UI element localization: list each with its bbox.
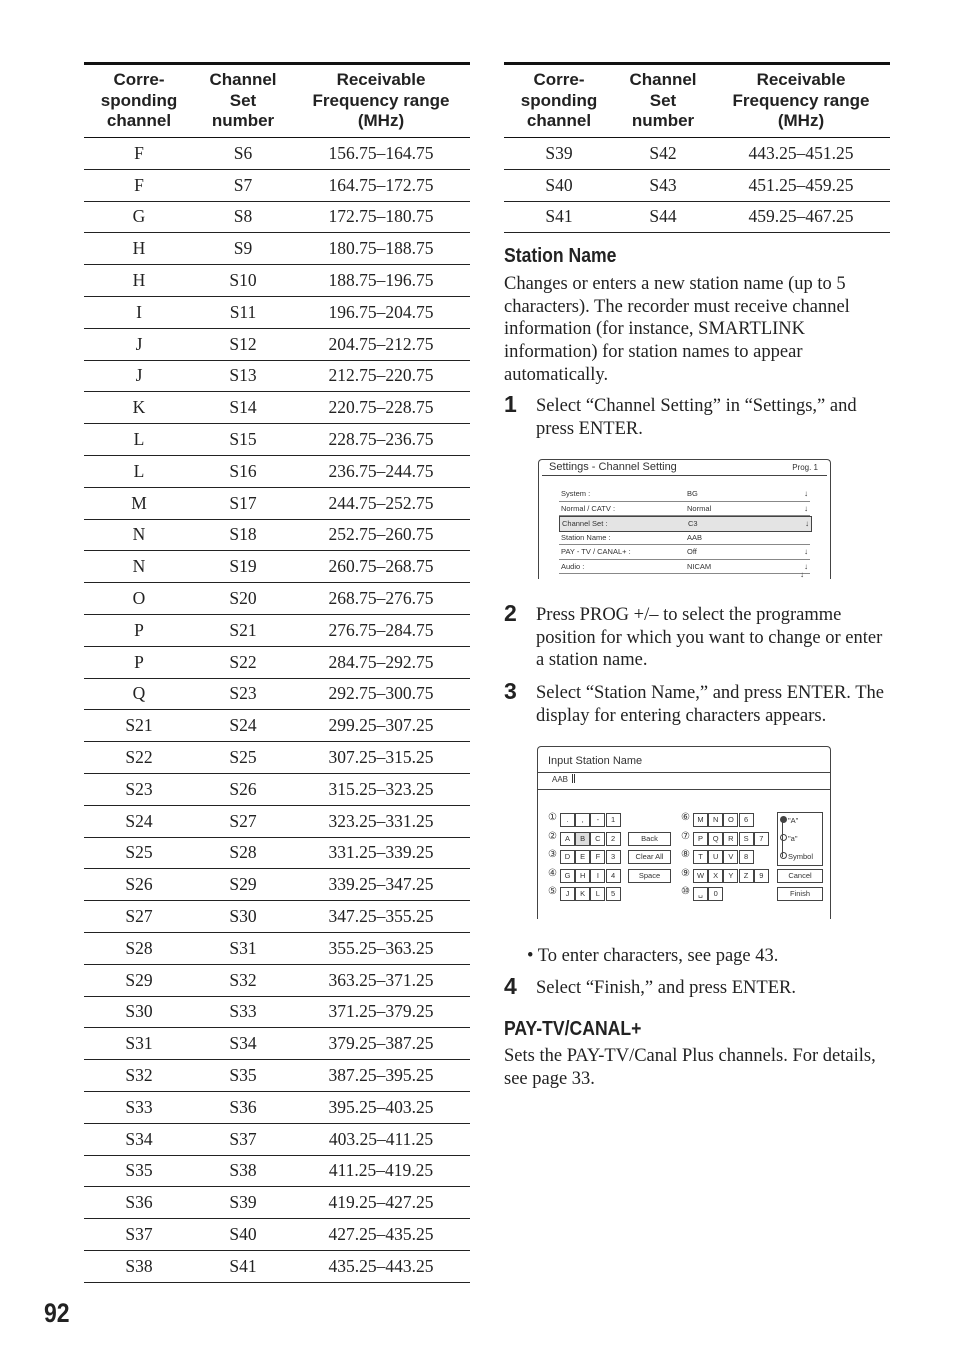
table-row: [84, 169, 470, 201]
cell-frequency: 220.75–228.75: [292, 392, 470, 424]
cell-frequency: 451.25–459.25: [712, 169, 890, 201]
group-number: ⑧: [681, 849, 690, 860]
cell-frequency: 331.25–339.25: [292, 837, 470, 869]
char-key[interactable]: X: [708, 869, 723, 883]
char-key[interactable]: B: [575, 832, 590, 846]
cell-frequency: 284.75–292.75: [292, 646, 470, 678]
table-row: [84, 901, 470, 933]
cell-frequency: 299.25–307.25: [292, 710, 470, 742]
char-key[interactable]: W: [693, 869, 708, 883]
table-row: [84, 996, 470, 1028]
group-number: ③: [548, 849, 557, 860]
char-key[interactable]: Y: [723, 869, 738, 883]
cell-set-number: S18: [194, 519, 292, 551]
char-key[interactable]: ,: [575, 813, 590, 827]
cell-channel: N: [84, 551, 194, 583]
char-key[interactable]: Z: [739, 869, 754, 883]
mode-option[interactable]: [780, 852, 813, 861]
table-row: [84, 1219, 470, 1251]
char-key[interactable]: C: [590, 832, 605, 846]
table-row: [84, 328, 470, 360]
down-arrow-icon: ↓: [800, 570, 804, 579]
cell-frequency: 172.75–180.75: [292, 201, 470, 233]
pay-tv-heading: PAY-TV/CANAL+: [504, 1018, 642, 1040]
setting-value: C3: [688, 519, 698, 528]
cell-channel: S38: [84, 1250, 194, 1282]
cell-frequency: 292.75–300.75: [292, 678, 470, 710]
cell-frequency: 307.25–315.25: [292, 742, 470, 774]
char-key[interactable]: 7: [754, 832, 769, 846]
cell-channel: S27: [84, 901, 194, 933]
char-key[interactable]: P: [693, 832, 708, 846]
char-key[interactable]: L: [590, 887, 605, 901]
cell-channel: P: [84, 614, 194, 646]
cell-channel: S28: [84, 932, 194, 964]
channel-setting-screen: [538, 459, 831, 579]
frequency-table-left: [84, 62, 470, 1283]
cell-set-number: S23: [194, 678, 292, 710]
cell-channel: L: [84, 424, 194, 456]
cell-channel: S30: [84, 996, 194, 1028]
char-key[interactable]: M: [693, 813, 708, 827]
cell-frequency: 188.75–196.75: [292, 265, 470, 297]
mode-label: "a": [788, 834, 798, 843]
char-key[interactable]: K: [575, 887, 590, 901]
table-row: [84, 646, 470, 678]
char-key[interactable]: N: [708, 813, 723, 827]
char-key[interactable]: 3: [606, 850, 621, 864]
cell-frequency: 252.75–260.75: [292, 519, 470, 551]
setting-value: BG: [687, 489, 698, 498]
cell-frequency: 323.25–331.25: [292, 805, 470, 837]
cell-set-number: S16: [194, 455, 292, 487]
cell-frequency: 459.25–467.25: [712, 201, 890, 233]
cell-set-number: S38: [194, 1155, 292, 1187]
table-row: [84, 614, 470, 646]
step-1-text: Select “Channel Setting” in “Settings,” and press ENTER.: [536, 396, 857, 439]
cell-set-number: S12: [194, 328, 292, 360]
cell-channel: S34: [84, 1123, 194, 1155]
cell-channel: S39: [504, 138, 614, 170]
char-key[interactable]: 8: [739, 850, 754, 864]
table-row: [84, 455, 470, 487]
cell-set-number: S40: [194, 1219, 292, 1251]
setting-label: Channel Set :: [562, 519, 608, 528]
char-key[interactable]: S: [739, 832, 754, 846]
setting-value: AAB: [687, 532, 703, 542]
table-row: [84, 1187, 470, 1219]
char-key[interactable]: I: [590, 869, 605, 883]
cell-frequency: 315.25–323.25: [292, 773, 470, 805]
char-key[interactable]: G: [560, 869, 575, 883]
step-3-number: 3: [504, 678, 517, 704]
setting-value: Normal: [687, 503, 712, 513]
table-row: [84, 1028, 470, 1060]
char-key[interactable]: 0: [708, 887, 723, 901]
step-1-number: 1: [504, 391, 517, 417]
group-number: ⑨: [681, 867, 690, 879]
table-row: [84, 233, 470, 265]
table-row: [84, 932, 470, 964]
cell-channel: S37: [84, 1219, 194, 1251]
header-frequency-range: Receivable Frequency range (MHz): [712, 64, 890, 138]
table-row: [84, 296, 470, 328]
setting-label: PAY - TV / CANAL+ :: [561, 547, 631, 556]
cell-set-number: S27: [194, 805, 292, 837]
finish-button[interactable]: Finish: [777, 887, 823, 901]
down-arrow-icon: ↓: [804, 503, 808, 513]
table-row: [84, 773, 470, 805]
step-2-number: 2: [504, 600, 517, 626]
setting-label: Station Name :: [561, 532, 611, 542]
cell-frequency: 212.75–220.75: [292, 360, 470, 392]
cell-set-number: S13: [194, 360, 292, 392]
group-number: ④: [548, 867, 557, 879]
cell-set-number: S37: [194, 1123, 292, 1155]
cell-channel: S40: [504, 169, 614, 201]
table-row: [84, 1123, 470, 1155]
char-key[interactable]: O: [723, 813, 738, 827]
cell-set-number: S24: [194, 710, 292, 742]
cell-set-number: S43: [614, 169, 712, 201]
back-button[interactable]: Back: [628, 832, 671, 846]
table-row: [84, 1091, 470, 1123]
table-row: [504, 138, 890, 170]
char-key[interactable]: 6: [739, 813, 754, 827]
table-row: [84, 360, 470, 392]
enter-characters-note: • To enter characters, see page 43.: [527, 946, 779, 966]
group-number: ⑦: [681, 830, 690, 842]
cell-frequency: 268.75–276.75: [292, 583, 470, 615]
cell-frequency: 379.25–387.25: [292, 1028, 470, 1060]
cell-frequency: 236.75–244.75: [292, 455, 470, 487]
char-key[interactable]: A: [560, 832, 575, 846]
cell-set-number: S20: [194, 583, 292, 615]
cell-frequency: 347.25–355.25: [292, 901, 470, 933]
table-row: [84, 742, 470, 774]
char-key[interactable]: 9: [754, 869, 769, 883]
name-entry-field[interactable]: [538, 772, 830, 790]
mode-connector-line: [782, 821, 783, 857]
char-key[interactable]: F: [590, 850, 605, 864]
cell-channel: S24: [84, 805, 194, 837]
cell-channel: H: [84, 233, 194, 265]
cell-frequency: 435.25–443.25: [292, 1250, 470, 1282]
group-number: ②: [548, 830, 557, 842]
char-key[interactable]: R: [723, 832, 738, 846]
char-key[interactable]: T: [693, 850, 708, 864]
down-arrow-icon: ↓: [804, 561, 808, 571]
screen-title: Settings - Channel Setting: [549, 461, 677, 473]
setting-row[interactable]: [559, 545, 810, 560]
group-number: ⑤: [548, 886, 557, 897]
cell-channel: N: [84, 519, 194, 551]
table-row: [504, 201, 890, 233]
char-key[interactable]: 1: [606, 813, 621, 827]
char-key[interactable]: V: [723, 850, 738, 864]
mode-label: "A": [788, 816, 799, 825]
cell-channel: K: [84, 392, 194, 424]
cell-set-number: S8: [194, 201, 292, 233]
header-corresponding-channel: Corre- sponding channel: [504, 64, 614, 138]
cell-frequency: 387.25–395.25: [292, 1060, 470, 1092]
header-frequency-range: Receivable Frequency range (MHz): [292, 64, 470, 138]
mode-label: Symbol: [788, 852, 814, 861]
step-4-number: 4: [504, 973, 517, 999]
frequency-table-right: [504, 62, 890, 233]
cell-channel: Q: [84, 678, 194, 710]
cell-frequency: 355.25–363.25: [292, 932, 470, 964]
cell-channel: L: [84, 455, 194, 487]
cell-set-number: S28: [194, 837, 292, 869]
char-key[interactable]: D: [560, 850, 575, 864]
step-3-text: Select “Station Name,” and press ENTER. The display for entering characters appears.: [536, 683, 884, 726]
cell-channel: M: [84, 487, 194, 519]
station-name-heading: Station Name: [504, 245, 617, 267]
group-number: ①: [548, 812, 557, 823]
cell-set-number: S7: [194, 169, 292, 201]
setting-row[interactable]: [559, 560, 810, 575]
header-channel-set-number: Channel Set number: [614, 64, 712, 138]
cell-set-number: S32: [194, 964, 292, 996]
cell-frequency: 339.25–347.25: [292, 869, 470, 901]
setting-value: NICAM: [687, 561, 712, 571]
char-key[interactable]: H: [575, 869, 590, 883]
cell-channel: S29: [84, 964, 194, 996]
cell-set-number: S29: [194, 869, 292, 901]
char-key[interactable]: 2: [606, 832, 621, 846]
cell-channel: H: [84, 265, 194, 297]
cell-set-number: S35: [194, 1060, 292, 1092]
table-row: [84, 964, 470, 996]
cell-set-number: S26: [194, 773, 292, 805]
table-row: [84, 551, 470, 583]
cell-set-number: S42: [614, 138, 712, 170]
cell-set-number: S25: [194, 742, 292, 774]
cell-set-number: S30: [194, 901, 292, 933]
char-key[interactable]: 5: [606, 887, 621, 901]
cell-set-number: S31: [194, 932, 292, 964]
cell-frequency: 371.25–379.25: [292, 996, 470, 1028]
cell-frequency: 411.25–419.25: [292, 1155, 470, 1187]
cell-channel: I: [84, 296, 194, 328]
cell-set-number: S10: [194, 265, 292, 297]
cell-frequency: 276.75–284.75: [292, 614, 470, 646]
table-row: [84, 265, 470, 297]
cell-channel: S35: [84, 1155, 194, 1187]
table-row: [84, 392, 470, 424]
cell-channel: S23: [84, 773, 194, 805]
cell-frequency: 443.25–451.25: [712, 138, 890, 170]
entered-name: AAB: [552, 775, 569, 784]
down-arrow-icon: ↓: [804, 547, 808, 556]
cell-channel: S36: [84, 1187, 194, 1219]
cell-channel: J: [84, 328, 194, 360]
cell-channel: G: [84, 201, 194, 233]
cell-frequency: 164.75–172.75: [292, 169, 470, 201]
cell-set-number: S6: [194, 138, 292, 170]
cell-channel: S31: [84, 1028, 194, 1060]
table-row: [84, 837, 470, 869]
cell-channel: S32: [84, 1060, 194, 1092]
header-channel-set-number: Channel Set number: [194, 64, 292, 138]
table-row: [84, 710, 470, 742]
cell-channel: S33: [84, 1091, 194, 1123]
setting-label: Normal / CATV :: [561, 503, 616, 513]
down-arrow-icon: ↓: [804, 489, 808, 498]
group-number: ⑥: [681, 812, 690, 823]
cell-channel: F: [84, 169, 194, 201]
step-2-text: Press PROG +/– to select the programme position for which you want to change or enter a station name.: [536, 605, 883, 671]
cell-frequency: 156.75–164.75: [292, 138, 470, 170]
down-arrow-icon: ↓: [805, 519, 809, 528]
cell-frequency: 363.25–371.25: [292, 964, 470, 996]
cell-frequency: 180.75–188.75: [292, 233, 470, 265]
table-row: [84, 1060, 470, 1092]
cell-frequency: 427.25–435.25: [292, 1219, 470, 1251]
cell-set-number: S39: [194, 1187, 292, 1219]
table-row: [84, 678, 470, 710]
prog-label: Prog. 1: [792, 463, 818, 472]
screen-title: Input Station Name: [548, 755, 643, 767]
clear-all-button[interactable]: Clear All: [628, 850, 671, 864]
cell-frequency: 228.75–236.75: [292, 424, 470, 456]
cell-set-number: S44: [614, 201, 712, 233]
cell-channel: S41: [504, 201, 614, 233]
char-key[interactable]: ␣: [693, 887, 708, 901]
char-key[interactable]: -: [590, 813, 605, 827]
cell-set-number: S11: [194, 296, 292, 328]
page-number: 92: [44, 1298, 70, 1328]
header-corresponding-channel: Corre- sponding channel: [84, 64, 194, 138]
space-button[interactable]: Space: [628, 869, 671, 883]
table-row: [84, 201, 470, 233]
cursor: [572, 774, 576, 783]
cell-channel: O: [84, 583, 194, 615]
cell-set-number: S41: [194, 1250, 292, 1282]
cell-set-number: S22: [194, 646, 292, 678]
cell-channel: P: [84, 646, 194, 678]
pay-tv-text: Sets the PAY-TV/Canal Plus channels. For details, see page 33.: [504, 1046, 876, 1089]
cell-channel: S21: [84, 710, 194, 742]
cell-channel: S26: [84, 869, 194, 901]
cell-set-number: S34: [194, 1028, 292, 1060]
cell-frequency: 196.75–204.75: [292, 296, 470, 328]
step-4-text: Select “Finish,” and press ENTER.: [536, 978, 796, 998]
group-number: ⑩: [681, 886, 690, 897]
cell-frequency: 403.25–411.25: [292, 1123, 470, 1155]
table-row: [84, 519, 470, 551]
setting-label: System :: [561, 489, 591, 498]
cell-channel: J: [84, 360, 194, 392]
setting-row[interactable]: [559, 516, 812, 532]
table-row: [84, 805, 470, 837]
cell-set-number: S21: [194, 614, 292, 646]
cancel-button[interactable]: Cancel: [777, 869, 823, 883]
cell-frequency: 204.75–212.75: [292, 328, 470, 360]
cell-set-number: S15: [194, 424, 292, 456]
table-row: [84, 869, 470, 901]
character-mode-selector[interactable]: [777, 812, 823, 866]
char-key[interactable]: E: [575, 850, 590, 864]
cell-frequency: 419.25–427.25: [292, 1187, 470, 1219]
table-row: [84, 583, 470, 615]
cell-set-number: S33: [194, 996, 292, 1028]
char-key[interactable]: 4: [606, 869, 621, 883]
table-row: [84, 1250, 470, 1282]
input-station-name-screen: [537, 746, 831, 919]
cell-set-number: S17: [194, 487, 292, 519]
char-key[interactable]: U: [708, 850, 723, 864]
cell-set-number: S36: [194, 1091, 292, 1123]
table-row: [84, 424, 470, 456]
title-divider: [542, 475, 827, 476]
setting-row[interactable]: [559, 487, 810, 502]
setting-row[interactable]: [559, 502, 810, 517]
setting-value: Off: [687, 547, 697, 556]
cell-set-number: S9: [194, 233, 292, 265]
cell-set-number: S19: [194, 551, 292, 583]
table-row: [84, 138, 470, 170]
cell-channel: S22: [84, 742, 194, 774]
table-row: [504, 169, 890, 201]
cell-channel: F: [84, 138, 194, 170]
char-key[interactable]: .: [560, 813, 575, 827]
cell-set-number: S14: [194, 392, 292, 424]
table-row: [84, 1155, 470, 1187]
table-row: [84, 487, 470, 519]
char-key[interactable]: J: [560, 887, 575, 901]
cell-frequency: 260.75–268.75: [292, 551, 470, 583]
station-name-intro: Changes or enters a new station name (up to 5 characters). The recorder must receive channel information (for instance, SMARTLINK information) for station names to appear automatically.: [504, 274, 850, 385]
cell-channel: S25: [84, 837, 194, 869]
setting-label: Audio :: [561, 561, 585, 571]
char-key[interactable]: Q: [708, 832, 723, 846]
cell-frequency: 244.75–252.75: [292, 487, 470, 519]
setting-row[interactable]: [559, 531, 810, 546]
cell-frequency: 395.25–403.25: [292, 1091, 470, 1123]
